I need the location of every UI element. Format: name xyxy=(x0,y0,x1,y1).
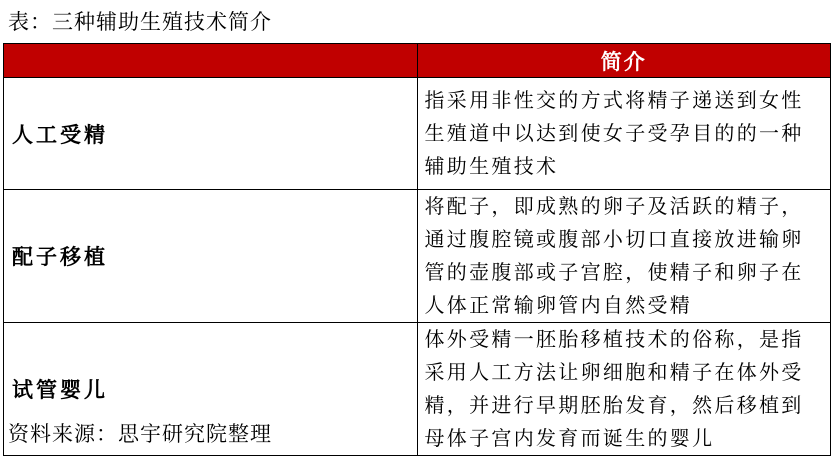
header-cell-blank xyxy=(4,44,418,78)
assisted-reproduction-table xyxy=(3,43,831,456)
header-cell-intro: 简介 xyxy=(417,44,831,78)
table-row xyxy=(4,78,831,190)
table-row xyxy=(4,190,831,323)
table-caption: 表：三种辅助生殖技术简介 xyxy=(8,10,272,34)
technique-description: 体外受精一胚胎移植技术的俗称，是指采用人工方法让卵细胞和精子在体外受精，并进行早期胚胎发育，然后移植到母体子宫内发育而诞生的婴儿 xyxy=(417,323,831,456)
technique-name: 试管婴儿 xyxy=(4,323,418,456)
technique-name: 人工受精 xyxy=(4,78,418,190)
table-header-row xyxy=(4,44,831,78)
technique-name: 配子移植 xyxy=(4,190,418,323)
source-note: 资料来源：思宇研究院整理 xyxy=(8,422,272,446)
technique-description: 将配子，即成熟的卵子及活跃的精子，通过腹腔镜或腹部小切口直接放进输卵管的壶腹部或子宫腔，使精子和卵子在人体正常输卵管内自然受精 xyxy=(417,190,831,323)
technique-description: 指采用非性交的方式将精子递送到女性生殖道中以达到使女子受孕目的的一种辅助生殖技术 xyxy=(417,78,831,190)
